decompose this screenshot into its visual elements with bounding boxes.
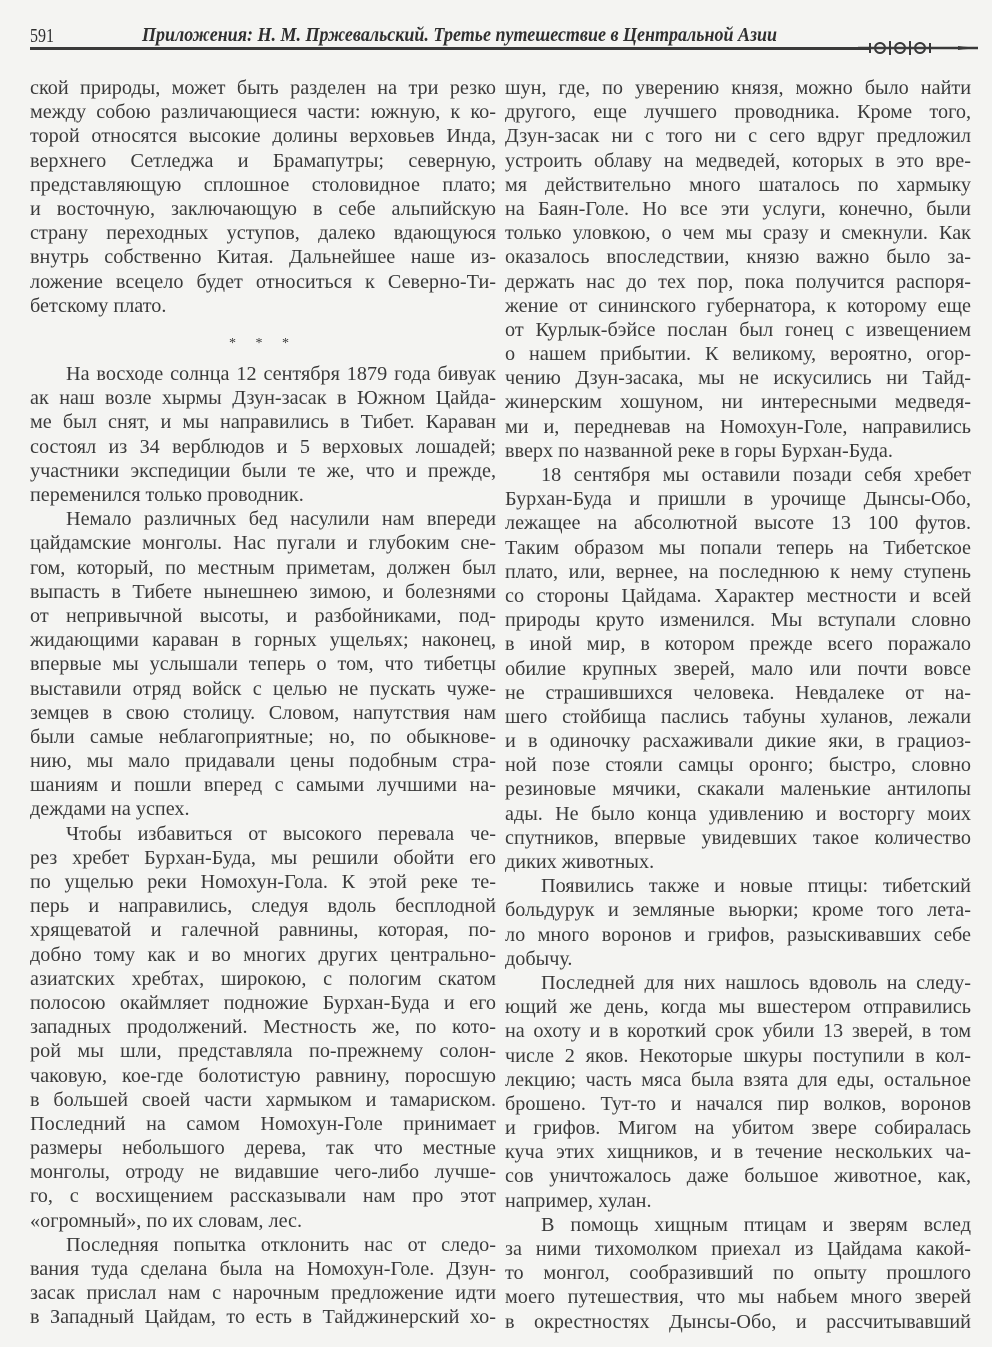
text-line: страну переходных уступов, далеко вдающуюся (30, 222, 496, 245)
text-line: Бурхан-Буда и пришли в урочище Дынсы-Обо, (505, 488, 971, 511)
text-line: от непривычной высоты, и разбойниками, под- (30, 604, 496, 627)
text-line: монголы, отроду не видавшие чего-либо лучше- (30, 1161, 496, 1184)
text-line: ак наш возле хырмы Дзун-засак в Южном Цайда- (30, 387, 496, 410)
text-line: деждами на успех. (30, 798, 190, 821)
text-line: брошено. Тут-то и начался пир волков, воронов (505, 1092, 971, 1115)
text-line: добно тому как и во многих других центрально- (30, 943, 496, 966)
paragraph-first-line: Немало различных бед насулили нам впереди (66, 508, 496, 531)
decorative-ornament-icon (858, 38, 978, 58)
text-line: шаниям и пошли вперед с самыми лучшими на- (30, 774, 496, 797)
text-line: представляющую сплошное столовидное плато; (30, 173, 496, 196)
text-line: земцев в свою столицу. Словом, напутствия нам (30, 701, 496, 724)
text-line: в большей своей части хармыком и тамариском. (30, 1088, 496, 1111)
running-title: Приложения: Н. М. Пржевальский. Третье путешествие в Центральной Азии (142, 24, 778, 46)
text-line: больдурук и земляные вьюрки; кроме того лета- (505, 899, 971, 922)
text-line: между собою различающиеся части: южную, к ко- (30, 101, 496, 124)
right-text-column (505, 76, 971, 1334)
text-line: переменился только проводник. (30, 484, 304, 506)
text-line: засак прислал нам с нарочным предложение идти (30, 1282, 496, 1305)
text-line: шего стойбища паслись табуны хуланов, лежали (505, 705, 971, 728)
text-line: выпасть в Тибете нынешнею зимою, и болезнями (30, 580, 496, 603)
text-line: диких животных. (505, 851, 655, 873)
text-line: впервые мы услышали теперь о том, что тибетцы (30, 653, 496, 676)
text-line: обилие крупных зверей, мало или почти вовсе (505, 657, 971, 680)
text-line: от Курлык-бэйсе послан был гонец с извещением (505, 318, 971, 341)
text-line: по ущелью реки Номохун-Гола. К этой реке те- (30, 871, 496, 893)
text-line: шун, где, по уверению князя, можно было найти (505, 77, 971, 99)
text-line: в иной мир, в котором прежде всего поражало (505, 633, 971, 656)
paragraph-first-line: В помощь хищным птицам и зверям вслед (541, 1213, 971, 1236)
page-number: 591 (30, 25, 54, 47)
text-line: рез хребет Бурхан-Буда, мы решили обойти его (30, 846, 496, 869)
paragraph-first-line: Появились также и новые птицы: тибетский (541, 875, 971, 898)
text-line: ской природы, может быть разделен на три резко (30, 77, 496, 99)
text-line: ме был снят, и мы направились в Тибет. Караван (30, 411, 496, 434)
text-line: участники экспедиции были те же, что и прежде, (30, 459, 496, 482)
text-line: ной позе стояли самцы оронго; быстро, словно (505, 754, 971, 777)
text-line: ми и, передневав на Номохун-Голе, направились (505, 415, 971, 438)
text-line: о нашем прибытии. К великому, вероятно, огор- (505, 343, 971, 366)
text-line: ады. Не было конца удивлению и восторгу моих (505, 802, 971, 825)
text-line: чаковую, кое-где болотистую равнину, поросшую (30, 1064, 496, 1087)
text-line: го, с восхищением рассказывали нам про этот (30, 1185, 496, 1208)
text-line: спутников, впервые увидевших такое количество (505, 826, 971, 849)
text-line: вания туда сделана была на Номохун-Голе. Дзун- (30, 1258, 496, 1280)
text-line: сов уничтожалось даже большое животное, как, (505, 1165, 971, 1188)
header-rule (30, 47, 870, 50)
text-line: например, хулан. (505, 1189, 652, 1212)
text-line: выставили отряд войск с целью не пускать чуже- (30, 677, 496, 700)
text-line: добычу. (505, 947, 573, 970)
text-line: не страшившихся человека. Невдалеке от на- (505, 681, 971, 704)
text-line: были самые неблагоприятные; но, по обыкнове- (30, 725, 496, 748)
text-line: цайдамские монголы. Нас пугали и глубоким сне- (30, 532, 496, 555)
left-text-column (30, 76, 496, 1330)
text-line: Последний на самом Номохун-Голе принимает (30, 1112, 496, 1135)
text-line: ющий же день, когда мы вшестером отправились (505, 996, 971, 1019)
text-line: за ними тихомолком приехал из Цайдама какой- (505, 1238, 971, 1260)
text-line: и в одиночку расхаживали дикие яки, в грациоз- (505, 730, 971, 753)
text-line: и восточную, заключающую в себе альпийскую (30, 197, 496, 220)
text-line: и грифов. Мигом на убитом звере собиралась (505, 1117, 971, 1140)
paragraph-first-line: Последняя попытка отклонить нас от следо- (66, 1233, 496, 1256)
text-line: куча этих хищников, и в течение нескольких ча- (505, 1141, 971, 1164)
text-line: жение от сининского губернатора, к которому еще (505, 294, 971, 317)
text-line: жидающими караван в горных ущельях; наконец, (30, 629, 496, 652)
text-line: хрящеватой и галечной равнины, которая, по- (30, 919, 496, 942)
paragraph-first-line: На восходе солнца 12 сентября 1879 года бивуак (66, 363, 496, 386)
text-line: жинерским хошуном, ни интересными медведя- (505, 391, 971, 414)
text-line: чению Дзун-засака, мы не искусились ни Тайд- (505, 367, 971, 390)
section-break-asterisks: * * * (229, 335, 297, 351)
text-line: лекцию; часть мяса была взята для еды, остальное (505, 1068, 971, 1091)
paragraph-first-line: 18 сентября мы оставили позади себя хребет (541, 464, 971, 486)
text-line: в окрестностях Дынсы-Обо, и рассчитывавший (505, 1310, 971, 1333)
page-header (0, 0, 992, 60)
section-spacer (30, 318, 496, 328)
text-line: нию, мы мало придавали цены подобным стра- (30, 750, 496, 773)
text-line: оказалось впоследствии, князю важно было за- (505, 246, 971, 269)
text-line: на Баян-Голе. Но все эти услуги, конечно, были (505, 197, 971, 220)
text-line: на охоту и в короткий срок убили 13 зверей, в том (505, 1020, 971, 1043)
text-line: плато, или, вернее, на последнюю к нему ступень (505, 560, 971, 583)
text-line: западных продолжений. Местность же, по кото- (30, 1016, 496, 1039)
text-line: числе 2 яков. Некоторые шкуры поступили в кол- (505, 1044, 971, 1067)
text-line: размеры небольшого дерева, так что местные (30, 1137, 496, 1160)
text-line: рой мы шли, представляла по-прежнему солон- (30, 1040, 496, 1063)
text-line: состоял из 34 верблюдов и 5 верховых лошадей; (30, 435, 496, 458)
text-line: ложение всецело будет относиться к Северно-Ти- (30, 270, 496, 293)
text-line: бетскому плато. (30, 294, 167, 317)
text-line: Дзун-засак ни с того ни с сего вдруг предложил (505, 125, 971, 148)
text-line: гом, который, по местным приметам, должен был (30, 556, 496, 579)
text-line: полосою окаймляет подножие Бурхан-Буда и его (30, 991, 496, 1014)
text-line: Таким образом мы попали теперь на Тибетское (505, 536, 971, 559)
text-line: азиатских хребтах, широкою, с пологим скатом (30, 967, 496, 990)
text-line: верхнего Сетледжа и Брамапутры; северную, (30, 149, 496, 172)
text-line: мя действительно много шаталось по хармыку (505, 173, 971, 196)
text-line: со стороны Цайдама. Характер местности и всей (505, 584, 971, 607)
text-line: только уловкою, о чем мы сразу и смекнули. Как (505, 222, 971, 245)
paragraph-first-line: Последней для них нашлось вдоволь на следу- (541, 971, 971, 994)
text-line: держать нас до тех пор, пока получится распоря- (505, 270, 971, 293)
text-line: природы круто изменился. Мы вступали словно (505, 609, 971, 632)
text-line: торой относятся высокие долины верховьев Инда, (30, 125, 496, 148)
text-line: устроить облаву на медведей, которых в это вре- (505, 149, 971, 172)
text-line: «огромный», по их словам, лес. (30, 1209, 303, 1232)
text-line: другого, еще лучшего проводника. Кроме того, (505, 101, 971, 124)
text-line: в Западный Цайдам, то есть в Тайджинерский хо- (30, 1306, 496, 1329)
paragraph-first-line: Чтобы избавиться от высокого перевала че- (66, 822, 496, 845)
text-line: внутрь собственно Китая. Дальнейшее наше из- (30, 246, 496, 269)
text-line: то монгол, сообразивший по опыту прошлого (505, 1262, 971, 1285)
text-line: перь и направились, следуя вдоль бесплодной (30, 895, 496, 918)
text-line: лежащее на абсолютной высоте 13 100 футов. (505, 512, 971, 535)
text-line: резиновые мячики, скакали маленькие антилопы (505, 778, 971, 801)
text-line: ло много воронов и грифов, разыскивавших себе (505, 923, 971, 946)
text-line: вверх по названной реке в горы Бурхан-Буда. (505, 439, 893, 462)
text-line: моего путешествия, что мы набьем много зверей (505, 1286, 971, 1309)
